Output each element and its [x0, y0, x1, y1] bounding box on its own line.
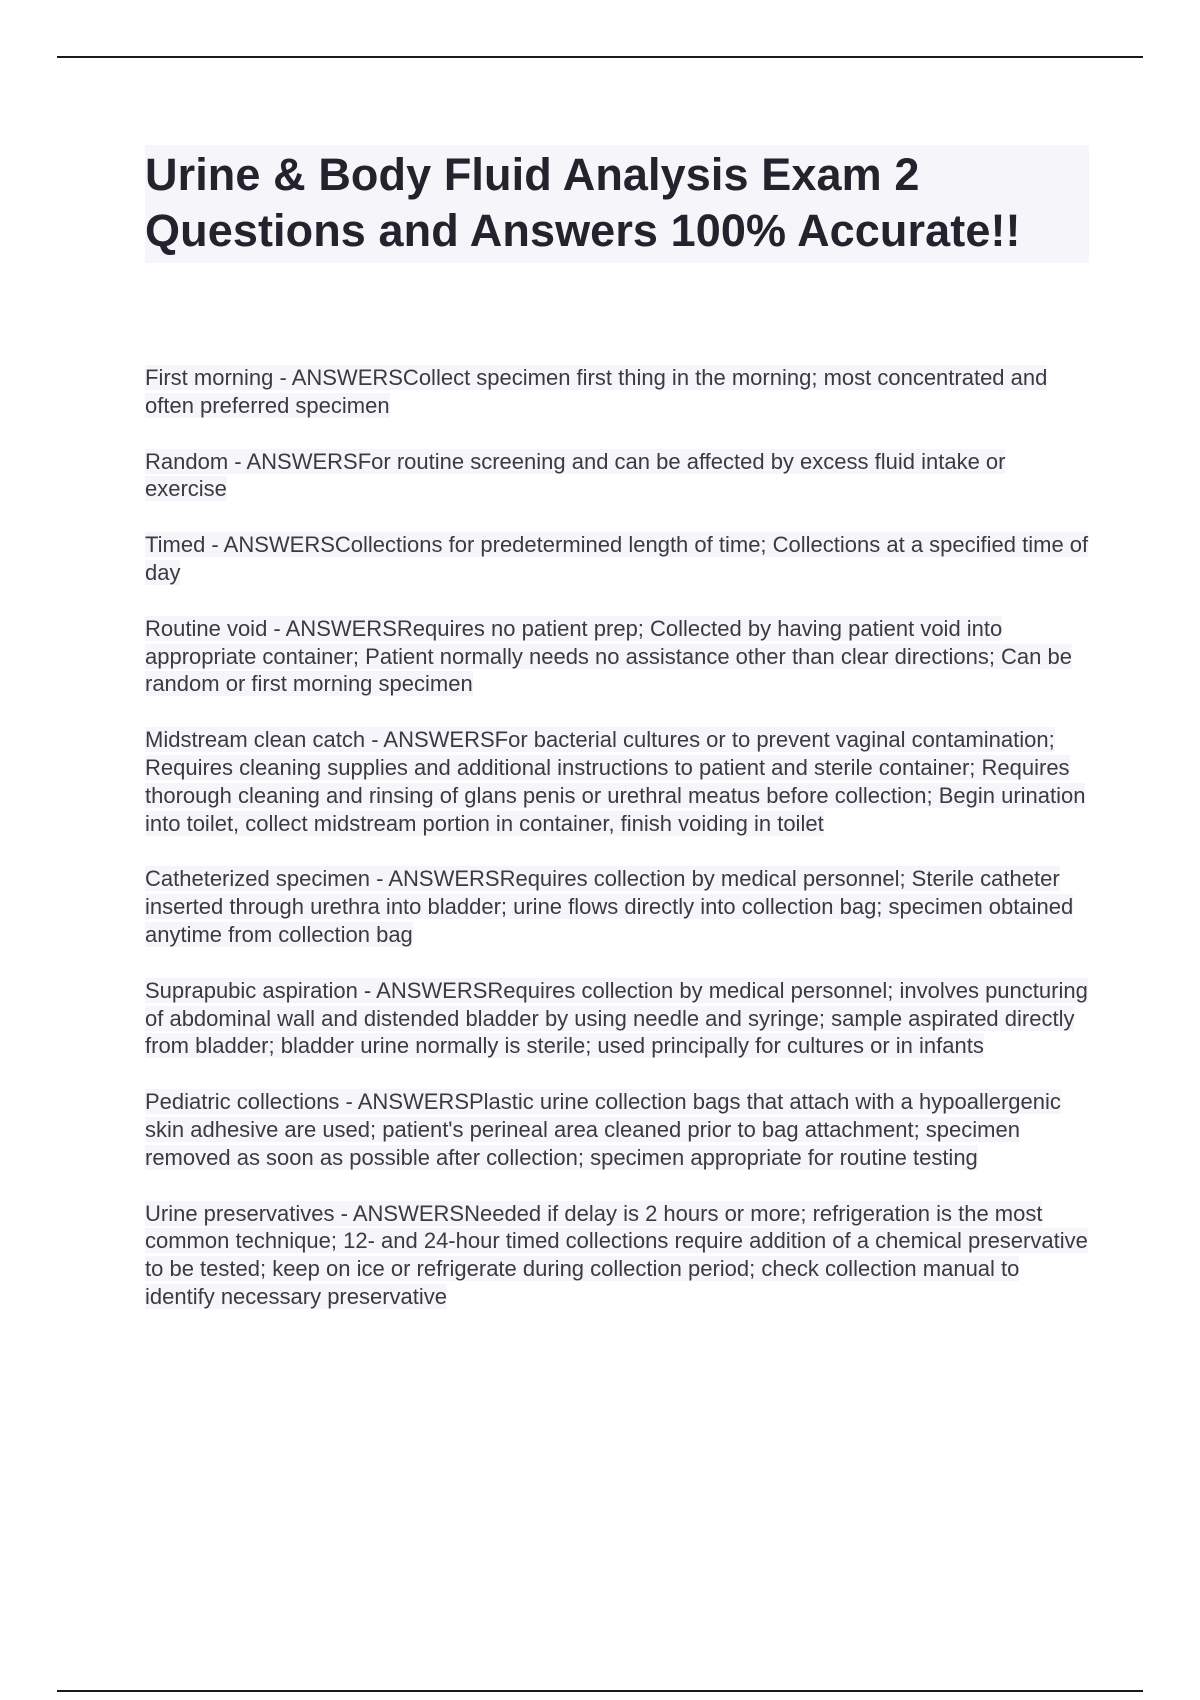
qa-item — [145, 1200, 1089, 1311]
top-divider — [57, 56, 1143, 58]
qa-item — [145, 364, 1089, 420]
qa-item — [145, 615, 1089, 698]
qa-item — [145, 531, 1089, 587]
qa-text: Suprapubic aspiration - ANSWERSRequires collection by medical personnel; involves puncturing of abdominal wall and distended bladder by using needle and syringe; sample aspirated directly from bladder; bladder urine normally is sterile; used principally for cultures or in infants — [145, 977, 1088, 1059]
qa-item — [145, 865, 1089, 948]
qa-text: Midstream clean catch - ANSWERSFor bacterial cultures or to prevent vaginal contamination; Requires cleaning supplies and additional instructions to patient and sterile container; Requires thorough cleaning and rinsing of glans penis or urethral meatus before collection; Begin urination into toilet, collect midstream portion in container, finish voiding in toilet — [145, 727, 1086, 836]
qa-text: Random - ANSWERSFor routine screening and can be affected by excess fluid intake or exercise — [145, 448, 1006, 502]
qa-item — [145, 726, 1089, 837]
qa-text: Catheterized specimen - ANSWERSRequires collection by medical personnel; Sterile catheter inserted through urethra into bladder; urine flows directly into collection bag; specimen obtained anytime from collection bag — [145, 866, 1074, 947]
qa-item — [145, 977, 1089, 1060]
document-title: Urine & Body Fluid Analysis Exam 2 Questions and Answers 100% Accurate!! — [145, 145, 1089, 263]
qa-text: First morning - ANSWERSCollect specimen first thing in the morning; most concentrated and often preferred specimen — [145, 365, 1048, 418]
qa-text: Urine preservatives - ANSWERSNeeded if delay is 2 hours or more; refrigeration is the most common technique; 12- and 24-hour timed collections require addition of a chemical preservative to be tested; keep on ice or refrigerate during collection period; check collection manual to identify necessary preservative — [145, 1200, 1088, 1309]
qa-list — [145, 364, 1089, 1339]
bottom-divider — [57, 1690, 1143, 1692]
qa-item — [145, 1088, 1089, 1171]
qa-text: Routine void - ANSWERSRequires no patient prep; Collected by having patient void into appropriate container; Patient normally needs no assistance other than clear directions; Can be random or first morning specimen — [145, 615, 1072, 697]
qa-text: Timed - ANSWERSCollections for predetermined length of time; Collections at a specified time of day — [145, 532, 1089, 585]
qa-item — [145, 448, 1089, 504]
qa-text: Pediatric collections - ANSWERSPlastic urine collection bags that attach with a hypoallergenic skin adhesive are used; patient's perineal area cleaned prior to bag attachment; specimen removed as soon as possible after collection; specimen appropriate for routine testing — [145, 1089, 1061, 1170]
